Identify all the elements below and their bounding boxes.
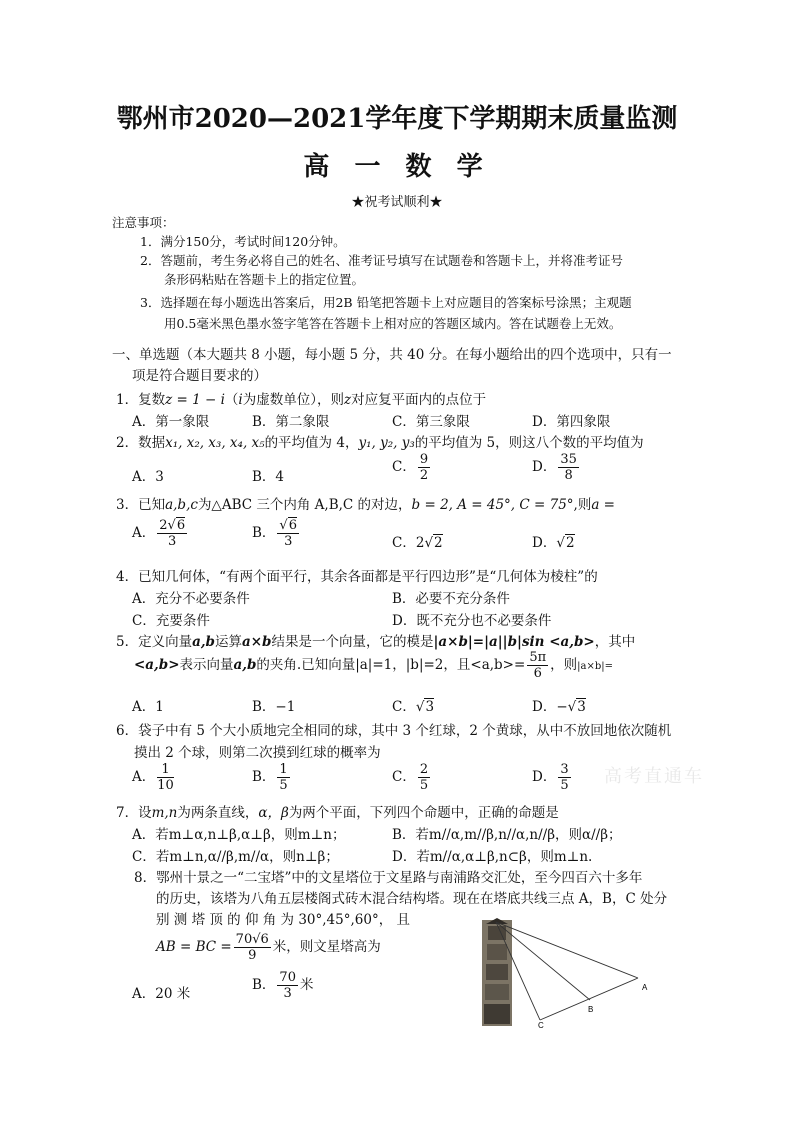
q2-d-label: D． (532, 459, 557, 475)
watermark: 高考直通车 (604, 766, 704, 787)
q4-option-b: B．必要不充分条件 (392, 591, 510, 607)
q6-b-den: 5 (279, 778, 288, 793)
q3-option-c: C．2√2 (392, 535, 443, 551)
notes-heading: 注意事项： (112, 215, 175, 230)
tower-level-3 (486, 964, 508, 980)
q2-c-label: C． (392, 459, 416, 475)
q2-d-num: 35 (560, 452, 577, 467)
q8-b-num: 70 (279, 970, 296, 985)
q6-option-b (252, 762, 292, 793)
q4-option-d: D．既不充分也不必要条件 (392, 613, 552, 629)
q8-option-b (252, 970, 313, 1001)
q3-d-rad: 2 (565, 535, 575, 551)
q2-text-a: 2．数据 (116, 435, 166, 451)
q6-d-den: 5 (560, 778, 569, 793)
q7-option-a: A．若m⊥α,n⊥β,α⊥β，则m⊥n； (132, 827, 346, 843)
q5-text-f: 的夹角.已知向量 (256, 657, 356, 673)
q8-num: 70√6 (235, 932, 269, 947)
question-6-line-2: 摸出 2 个球，则第二次摸到红球的概率为 (134, 745, 381, 761)
q8-fraction (234, 932, 271, 963)
question-5-line-1 (116, 630, 635, 650)
q6-d-fraction (558, 762, 570, 793)
q7-mn: m,n (151, 805, 178, 821)
q1-expr: z = 1 − i (165, 392, 225, 408)
point-a-label: A (642, 983, 648, 992)
q5-d-label: D．− (532, 699, 568, 715)
question-3-stem (116, 493, 615, 513)
q5-den: 6 (533, 666, 542, 681)
section-heading-cont: 项是符合题目要求的） (132, 368, 267, 384)
q3-d-label: D． (532, 535, 557, 551)
q5-text-g: ，则 (550, 657, 578, 673)
q3-c-coef: 2 (415, 535, 425, 551)
tower-level-4 (487, 944, 507, 960)
q5-formula: |a×b|=|a||b|sin <a,b> (433, 634, 595, 650)
tower-diagram (478, 916, 688, 1028)
q1-text-b: （ (224, 392, 239, 408)
q3-a-rad: 6 (176, 518, 186, 533)
q1-i: i (238, 392, 243, 408)
question-8-line-2: 的历史，该塔为八角五层楼阁式砖木混合结构塔。现在在塔底共线三点 A，B，C 处分 (156, 891, 668, 907)
q3-option-a (132, 518, 189, 549)
q5-text-c: 结果是一个向量，它的模是 (271, 634, 434, 650)
q6-d-num: 3 (560, 762, 569, 777)
q8-b-den: 3 (283, 986, 292, 1001)
q6-c-den: 5 (419, 778, 429, 793)
q5-option-a: A．1 (132, 699, 164, 715)
q1-option-a: A．第一象限 (132, 414, 210, 430)
q8-den: 9 (248, 948, 257, 963)
exam-title: 鄂州市2020—2021学年度下学期期末质量监测 (116, 104, 678, 134)
q6-b-label: B． (252, 769, 276, 785)
q5-fraction (527, 650, 548, 681)
q4-option-a: A．充分不必要条件 (132, 591, 250, 607)
q5-text-e: 表示向量 (179, 657, 234, 673)
q7-option-d: D．若m//α,α⊥β,n⊂β，则m⊥n. (392, 849, 593, 865)
point-b-label: B (588, 1005, 594, 1014)
q5-text-d: ，其中 (594, 634, 636, 650)
q1-text-c: 为虚数单位），则 (242, 392, 344, 408)
q6-b-fraction (277, 762, 289, 793)
question-8-line-1: 8．鄂州十景之一“二宝塔”中的文星塔位于文星路与南浦路交汇处，至今四百六十多年 (134, 870, 643, 886)
tower-level-2 (485, 984, 509, 1000)
q2-c-den: 2 (419, 468, 429, 483)
question-1-stem (116, 388, 486, 408)
q5-d-rad: 3 (577, 699, 586, 715)
q5-angle: <a,b> (134, 657, 180, 673)
q2-c-fraction (418, 452, 430, 483)
q3-c-rad: 2 (434, 535, 443, 551)
q5-option-c: C．√3 (392, 699, 435, 715)
q1-text-a: 1．复数 (116, 392, 166, 408)
q4-option-c: C．充要条件 (132, 613, 210, 629)
q1-text-d: 对应复平面内的点位于 (351, 392, 487, 408)
q3-b-fraction (277, 518, 299, 549)
question-8-line-3: 别 测 塔 顶 的 仰 角 为 30°,45°,60°， 且 (156, 912, 410, 928)
q5-text-a: 5．定义向量 (116, 634, 193, 650)
q5-vec-axb: a×b (241, 634, 272, 650)
q2-x-list: x₁, x₂, x₃, x₄, x₅ (165, 435, 265, 451)
q3-condition: b = 2, A = 45°, C = 75° (411, 497, 574, 513)
q5-vec-ab: a,b (192, 634, 215, 650)
q6-option-a (132, 762, 176, 793)
q3-a-fraction (157, 518, 187, 549)
q2-text-b: 的平均值为 4， (264, 435, 359, 451)
q5-c-rad: 3 (425, 699, 435, 715)
q1-option-c: C．第三象限 (392, 414, 470, 430)
q3-text-b: 为△ABC 三个内角 A,B,C 的对边， (197, 497, 412, 513)
q7-text-b: 为两条直线， (177, 805, 259, 821)
q3-a-coef: 2 (159, 518, 168, 533)
q5-num: 5π (529, 650, 547, 665)
q3-abc: a,b,c (165, 497, 198, 513)
q3-b-den: 3 (284, 534, 293, 549)
q6-a-label: A． (132, 769, 156, 785)
q2-option-b: B．4 (252, 469, 285, 485)
q2-d-den: 8 (564, 468, 573, 483)
question-7-stem (116, 801, 559, 821)
q6-c-num: 2 (419, 762, 429, 777)
q3-option-d: D．√2 (532, 535, 575, 551)
q3-option-b (252, 518, 301, 549)
q5-c-label: C． (392, 699, 416, 715)
q2-y-list: y₁, y₂, y₃ (358, 435, 415, 451)
q8-b-fraction (277, 970, 298, 1001)
question-4-stem: 4．已知几何体，“有两个面平行，其余各面都是平行四边形”是“几何体为棱柱”的 (116, 569, 598, 585)
q6-c-label: C． (392, 769, 416, 785)
q7-option-c: C．若m⊥n,α//β,m//α，则n⊥β； (132, 849, 339, 865)
note-3-cont: 用0.5毫米黑色墨水签字笔答在答题卡上相对应的答题区域内。答在试题卷上无效。 (164, 316, 622, 331)
good-luck-line: ★祝考试顺利★ (351, 195, 443, 210)
q6-a-fraction (157, 762, 174, 793)
note-3: 3．选择题在每小题选出答案后，用2B 铅笔把答题卡上对应题目的答案标号涂黑；主观题 (140, 295, 632, 310)
q6-option-d (532, 762, 573, 793)
point-c-label: C (538, 1021, 544, 1028)
question-6-line-1: 6．袋子中有 5 个大小质地完全相同的球，其中 3 个红球，2 个黄球，从中不放回地依次随机 (116, 723, 672, 739)
question-8-line-4 (156, 932, 381, 963)
subject-title: 高 一 数 学 (303, 152, 491, 182)
q5-vec-ab-2: a,b (233, 657, 257, 673)
q7-text-c: 为两个平面，下列四个命题中，正确的命题是 (288, 805, 559, 821)
q8-eq: AB = BC = (156, 939, 232, 955)
q7-text-a: 7．设 (116, 805, 152, 821)
section-heading: 一、单选题（本大题共 8 小题，每小题 5 分，共 40 分。在每小题给出的四个选项中，只有一 (112, 347, 672, 363)
q1-z: z (343, 392, 352, 408)
q2-d-fraction (558, 452, 579, 483)
q2-text-c: 的平均值为 5，则这八个数的平均值为 (414, 435, 644, 451)
q2-option-a: A．3 (132, 469, 164, 485)
q3-b-rad: 6 (288, 518, 297, 533)
q8-b-label: B． (252, 977, 276, 993)
q3-a-den: 3 (168, 534, 177, 549)
q7-option-b: B．若m//α,m//β,n//α,n//β，则α//β； (392, 827, 622, 843)
q5-text-b: 运算 (214, 634, 242, 650)
q8-option-a: A．20 米 (132, 986, 191, 1002)
tower-level-1 (484, 1004, 510, 1024)
q2-c-num: 9 (419, 452, 429, 467)
q1-option-d: D．第四象限 (532, 414, 611, 430)
q3-c-label: C． (392, 535, 416, 551)
q3-a-num: 2√6 (159, 518, 186, 533)
q6-b-num: 1 (279, 762, 288, 777)
q8-b-unit: 米 (299, 977, 314, 993)
q3-b-label: B． (252, 525, 276, 541)
q6-a-num: 1 (157, 762, 174, 778)
q5-asked: |a×b|= (577, 661, 613, 672)
q3-a-eq: a = (591, 497, 615, 513)
note-1: 1．满分150分，考试时间120分钟。 (140, 234, 346, 249)
question-5-line-2 (134, 650, 613, 681)
q3-text-c: ,则 (573, 497, 592, 513)
q2-option-c (392, 452, 432, 483)
q6-d-label: D． (532, 769, 557, 785)
q3-b-num: √6 (279, 518, 297, 533)
q2-option-d (532, 452, 581, 483)
q5-option-b: B．−1 (252, 699, 296, 715)
question-2-stem (116, 431, 644, 451)
q6-a-den: 10 (157, 778, 174, 793)
q3-a-label: A． (132, 525, 156, 541)
q1-option-b: B．第二象限 (252, 414, 330, 430)
q5-conditions: |a|=1，|b|=2，且<a,b>= (355, 657, 526, 673)
note-2: 2．答题前，考生务必将自己的姓名、准考证号填写在试题卷和答题卡上，并将准考证号 (140, 253, 623, 268)
q3-text-a: 3．已知 (116, 497, 166, 513)
q6-c-fraction (418, 762, 430, 793)
q8-text-b: 米，则文星塔高为 (272, 939, 381, 955)
note-2-cont: 条形码粘贴在答题卡上的指定位置。 (164, 272, 365, 287)
q5-option-d: D．−√3 (532, 699, 586, 715)
q6-option-c (392, 762, 432, 793)
q7-planes: α，β (258, 805, 289, 821)
